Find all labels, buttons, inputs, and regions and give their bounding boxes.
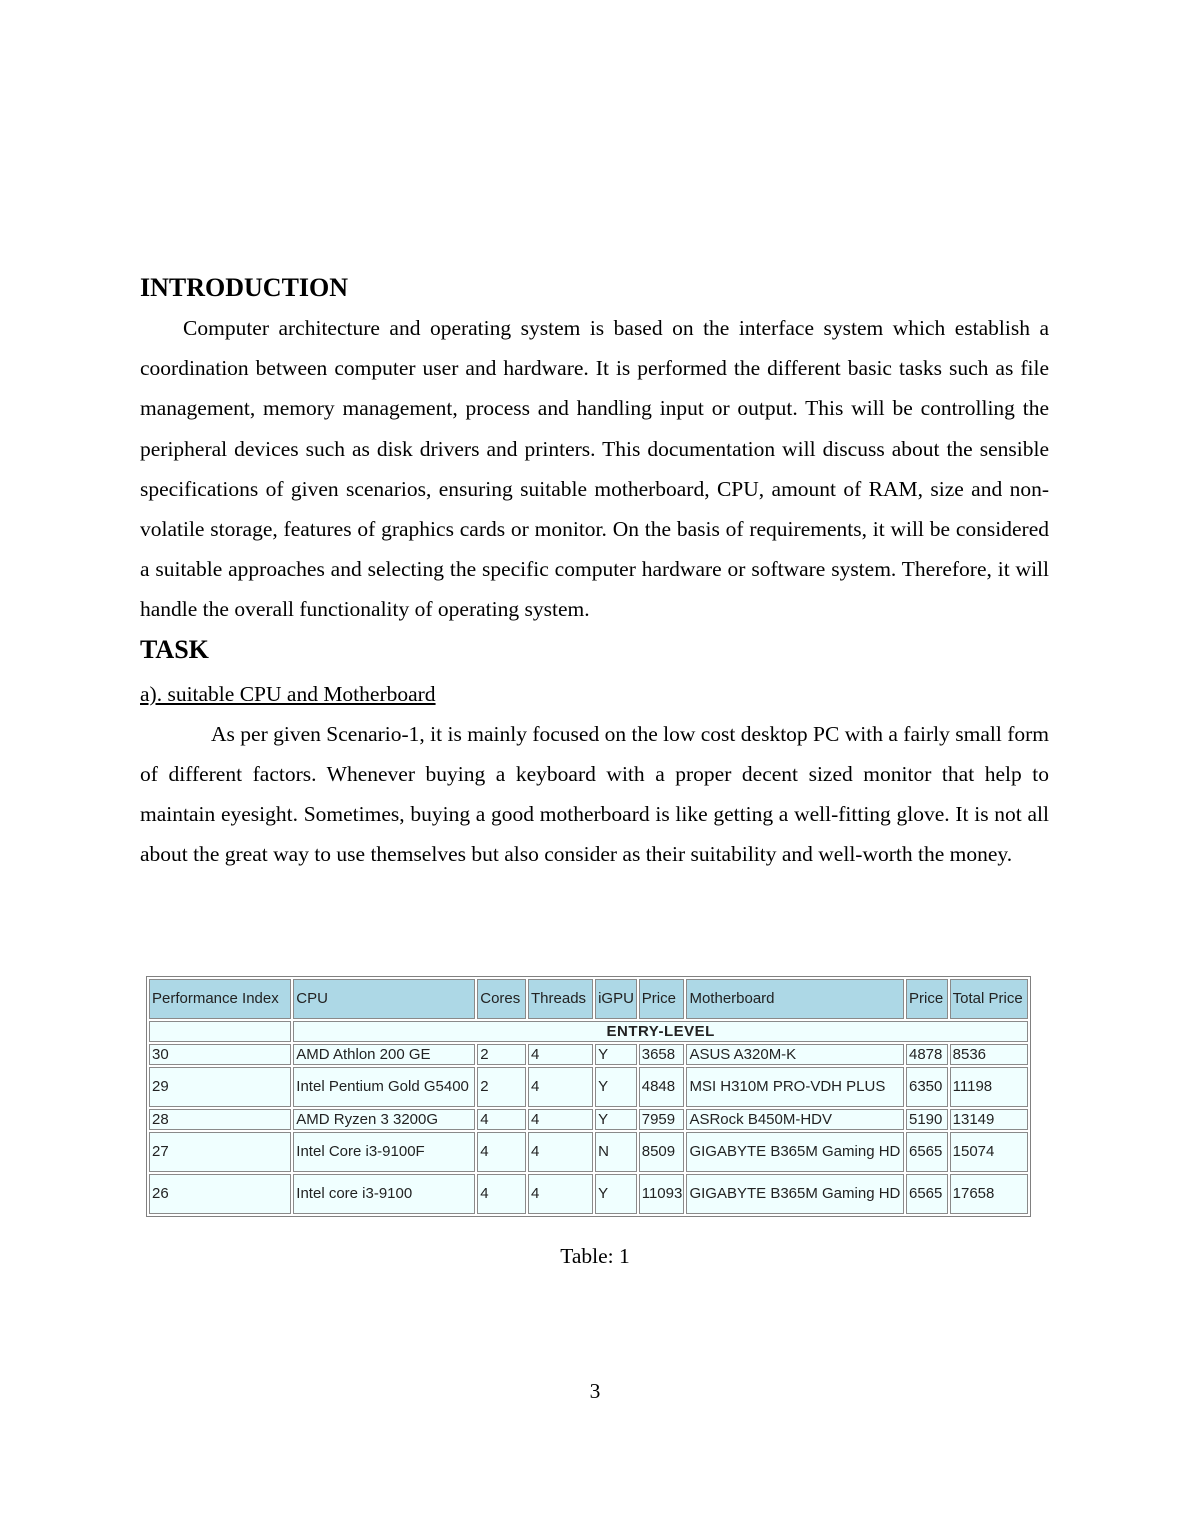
- cell-motherboard: ASUS A320M-K: [686, 1044, 904, 1065]
- cell-threads: 4: [528, 1044, 593, 1065]
- cell-performance-index: 28: [149, 1109, 291, 1130]
- cell-total-price: 11198: [950, 1067, 1028, 1107]
- cell-cpu-price: 3658: [639, 1044, 685, 1065]
- table-caption: Table: 1: [560, 1244, 630, 1268]
- introduction-paragraph: Computer architecture and operating system is based on the interface system which establish a coordination between computer user and hardware. It is performed the different basic tasks such as file management, memory management, process and handling input or output. This will be controlling the peripheral devices such as disk drivers and printers. This documentation will discuss about the sensible specifications of given scenarios, ensuring suitable motherboard, CPU, amount of RAM, size and non-volatile storage, features of graphics cards or monitor. On the basis of requirements, it will be considered a suitable approaches and selecting the specific computer hardware or software system. Therefore, it will handle the overall functionality of operating system.: [140, 316, 1049, 622]
- table-level-row: [149, 1021, 1028, 1042]
- header-performance-index: Performance Index: [149, 979, 291, 1019]
- cell-threads: 4: [528, 1132, 593, 1172]
- cell-total-price: 8536: [950, 1044, 1028, 1065]
- cell-motherboard-price: 6350: [906, 1067, 948, 1107]
- cell-motherboard: ASRock B450M-HDV: [686, 1109, 904, 1130]
- level-empty-cell: [149, 1021, 291, 1042]
- cell-threads: 4: [528, 1109, 593, 1130]
- cell-cpu: Intel Core i3-9100F: [293, 1132, 475, 1172]
- header-igpu: iGPU: [595, 979, 637, 1019]
- cell-performance-index: 27: [149, 1132, 291, 1172]
- table-row: [149, 1044, 1028, 1065]
- table-row: [149, 1067, 1028, 1107]
- cell-cpu-price: 11093: [639, 1174, 685, 1214]
- cell-motherboard: GIGABYTE B365M Gaming HD: [686, 1132, 904, 1172]
- header-motherboard: Motherboard: [686, 979, 904, 1019]
- cell-performance-index: 29: [149, 1067, 291, 1107]
- table-header-row: [149, 979, 1028, 1019]
- cell-threads: 4: [528, 1174, 593, 1214]
- cell-performance-index: 26: [149, 1174, 291, 1214]
- cell-cpu: AMD Ryzen 3 3200G: [293, 1109, 475, 1130]
- table-row: [149, 1132, 1028, 1172]
- header-total-price: Total Price: [950, 979, 1028, 1019]
- cell-motherboard: MSI H310M PRO-VDH PLUS: [686, 1067, 904, 1107]
- cell-igpu: Y: [595, 1044, 637, 1065]
- cell-cpu: AMD Athlon 200 GE: [293, 1044, 475, 1065]
- cell-motherboard-price: 4878: [906, 1044, 948, 1065]
- cell-cores: 2: [477, 1044, 526, 1065]
- cell-total-price: 15074: [950, 1132, 1028, 1172]
- cell-total-price: 17658: [950, 1174, 1028, 1214]
- introduction-heading: INTRODUCTION: [140, 273, 349, 302]
- spec-table-container: [146, 976, 1031, 1217]
- header-cpu: CPU: [293, 979, 475, 1019]
- cell-cpu-price: 7959: [639, 1109, 685, 1130]
- cell-cores: 2: [477, 1067, 526, 1107]
- table-row: [149, 1109, 1028, 1130]
- cell-cores: 4: [477, 1132, 526, 1172]
- cell-performance-index: 30: [149, 1044, 291, 1065]
- header-cores: Cores: [477, 979, 526, 1019]
- cell-igpu: Y: [595, 1067, 637, 1107]
- task-subheading: a). suitable CPU and Motherboard: [140, 681, 436, 706]
- page-number: 3: [589, 1379, 601, 1403]
- cell-total-price: 13149: [950, 1109, 1028, 1130]
- cell-threads: 4: [528, 1067, 593, 1107]
- cell-motherboard-price: 6565: [906, 1132, 948, 1172]
- cell-cores: 4: [477, 1109, 526, 1130]
- cell-igpu: Y: [595, 1174, 637, 1214]
- page-content: [140, 268, 1049, 874]
- cell-igpu: Y: [595, 1109, 637, 1130]
- cell-cores: 4: [477, 1174, 526, 1214]
- cell-motherboard-price: 6565: [906, 1174, 948, 1214]
- cell-motherboard: GIGABYTE B365M Gaming HD: [686, 1174, 904, 1214]
- cell-cpu: Intel core i3-9100: [293, 1174, 475, 1214]
- header-motherboard-price: Price: [906, 979, 948, 1019]
- table-row: [149, 1174, 1028, 1214]
- header-threads: Threads: [528, 979, 593, 1019]
- header-cpu-price: Price: [639, 979, 685, 1019]
- cell-motherboard-price: 5190: [906, 1109, 948, 1130]
- cell-cpu-price: 8509: [639, 1132, 685, 1172]
- cell-cpu-price: 4848: [639, 1067, 685, 1107]
- task-heading: TASK: [140, 634, 209, 664]
- cpu-motherboard-table: [146, 976, 1031, 1217]
- cell-igpu: N: [595, 1132, 637, 1172]
- task-paragraph: As per given Scenario-1, it is mainly focused on the low cost desktop PC with a fairly small form of different factors. Whenever buying a keyboard with a proper decent sized monitor that help to maintain eyesight. Sometimes, buying a good motherboard is like getting a well-fitting glove. It is not all about the great way to use themselves but also consider as their suitability and well-worth the money.: [140, 721, 1049, 867]
- level-label: ENTRY-LEVEL: [293, 1021, 1028, 1042]
- cell-cpu: Intel Pentium Gold G5400: [293, 1067, 475, 1107]
